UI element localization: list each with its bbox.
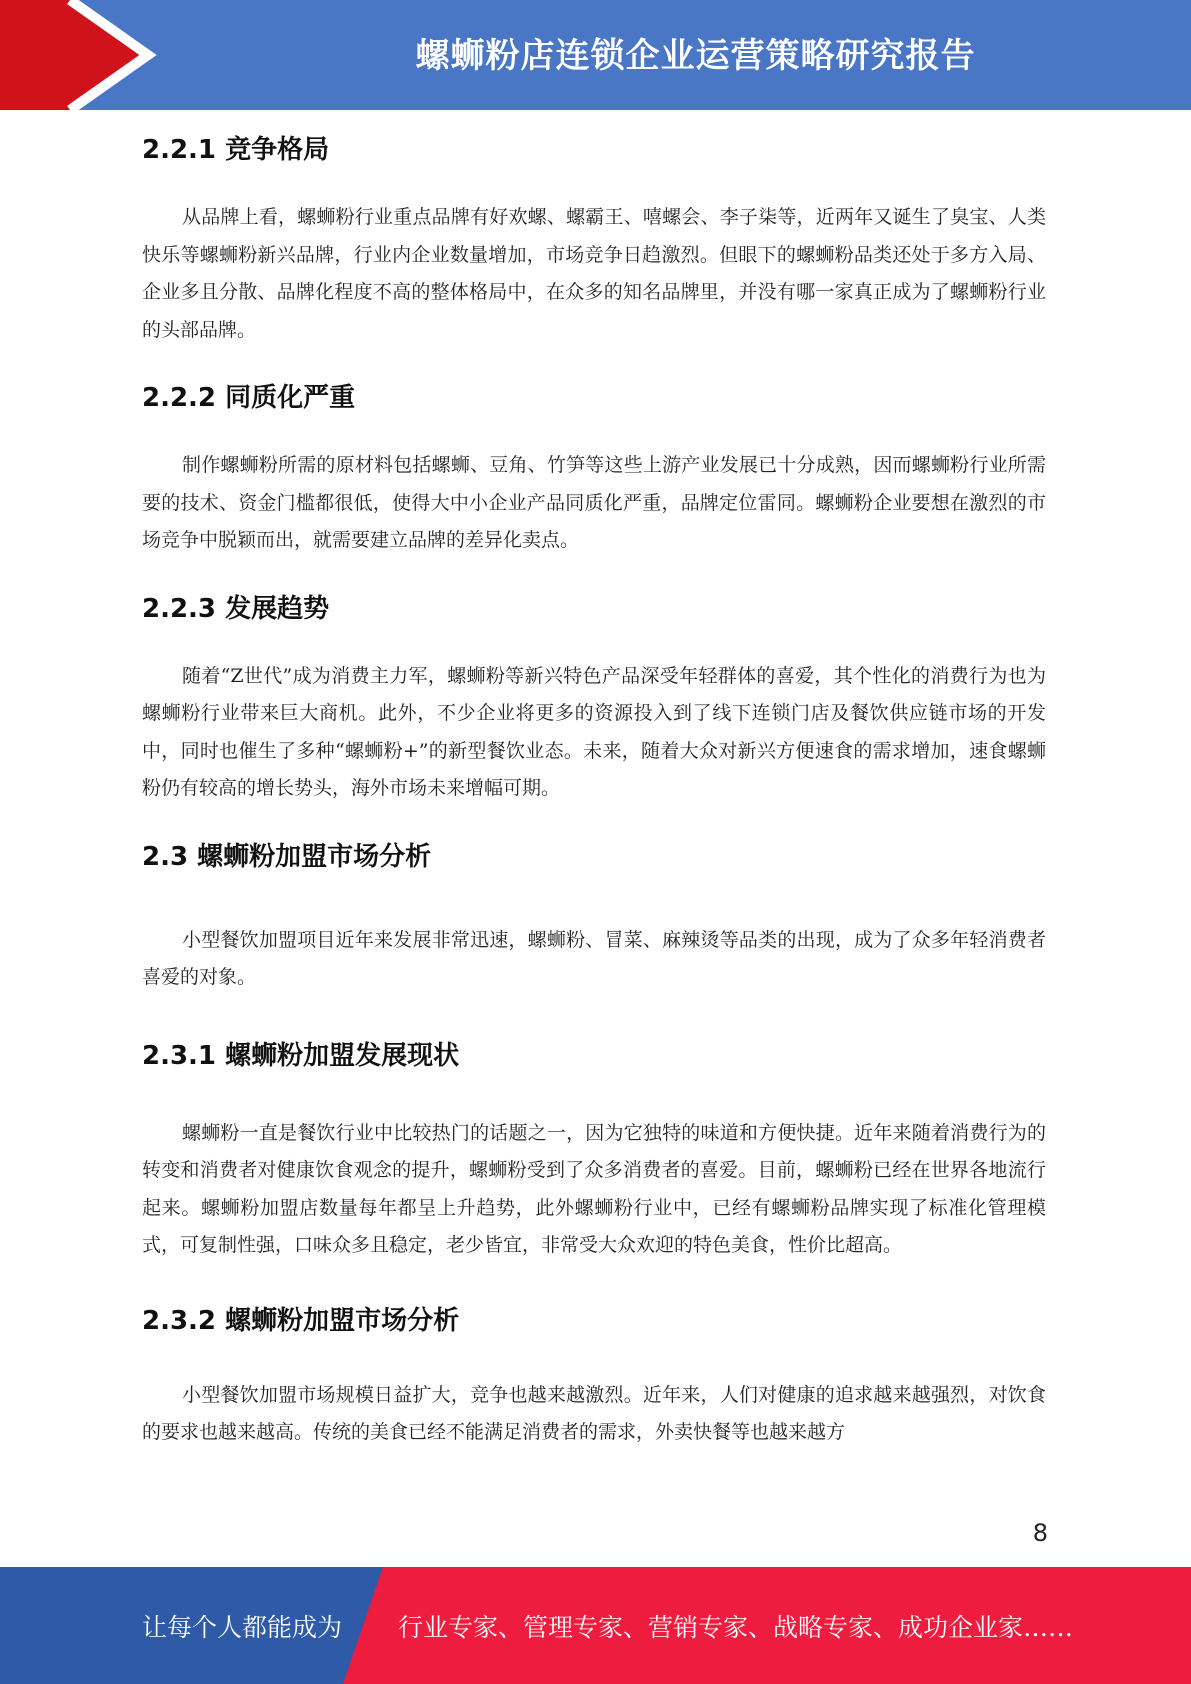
- section-heading: 2.2.3 发展趋势: [142, 593, 330, 624]
- section-paragraph: 小型餐饮加盟项目近年来发展非常迅速，螺蛳粉、冒菜、麻辣烫等品类的出现，成为了众多年轻消费者喜爱的对象。: [142, 928, 1046, 988]
- section-heading: 2.3.2 螺蛳粉加盟市场分析: [142, 1305, 460, 1336]
- document-body: [142, 118, 1046, 1452]
- section-heading: 2.2.1 竞争格局: [142, 135, 330, 165]
- section-paragraph: 小型餐饮加盟市场规模日益扩大，竞争也越来越激烈。近年来，人们对健康的追求越来越强烈，对饮食的要求也越来越高。传统的美食已经不能满足消费者的需求，外卖快餐等也越来越方: [142, 1383, 1046, 1443]
- section-heading: 2.2.2 同质化严重: [142, 383, 356, 413]
- section-paragraph: 随着“Z世代”成为消费主力军，螺蛳粉等新兴特色产品深受年轻群体的喜爱，其个性化的消费行为也为螺蛳粉行业带来巨大商机。此外，不少企业将更多的资源投入到了线下连锁门店及餐饮供应链市场的开发中，同时也催生了多种“螺蛳粉+”的新型餐饮业态。未来，随着大众对新兴方便速食的需求增加，速食螺蛳粉仍有较高的增长势头，海外市场未来增幅可期。: [142, 664, 1046, 799]
- footer-band: [0, 1567, 1191, 1684]
- section-heading: 2.3 螺蛳粉加盟市场分析: [142, 841, 432, 872]
- report-title: 螺蛳粉店连锁企业运营策略研究报告: [415, 35, 976, 76]
- section-paragraph: 螺蛳粉一直是餐饮行业中比较热门的话题之一，因为它独特的味道和方便快捷。近年来随着消费行为的转变和消费者对健康饮食观念的提升，螺蛳粉受到了众多消费者的喜爱。目前，螺蛳粉已经在世界各地流行起来。螺蛳粉加盟店数量每年都呈上升趋势，此外螺蛳粉行业中，已经有螺蛳粉品牌实现了标准化管理模式，可复制性强，口味众多且稳定，老少皆宜，非常受大众欢迎的特色美食，性价比超高。: [142, 1121, 1046, 1256]
- header-band: [0, 0, 1191, 110]
- section-paragraph: 从品牌上看，螺蛳粉行业重点品牌有好欢螺、螺霸王、嘻螺会、李子柒等，近两年又诞生了臭宝、人类快乐等螺蛳粉新兴品牌，行业内企业数量增加，市场竞争日趋激烈。但眼下的螺蛳粉品类还处于多方入局、企业多且分散、品牌化程度不高的整体格局中，在众多的知名品牌里，并没有哪一家真正成为了螺蛳粉行业的头部品牌。: [142, 206, 1046, 341]
- footer-slogan-left: 让每个人都能成为: [142, 1612, 343, 1642]
- footer-slogan-right: 行业专家、管理专家、营销专家、战略专家、成功企业家……: [398, 1612, 1074, 1642]
- section-paragraph: 制作螺蛳粉所需的原材料包括螺蛳、豆角、竹笋等这些上游产业发展已十分成熟，因而螺蛳粉行业所需要的技术、资金门槛都很低，使得大中小企业产品同质化严重，品牌定位雷同。螺蛳粉企业要想在激烈的市场竞争中脱颖而出，就需要建立品牌的差异化卖点。: [142, 454, 1046, 551]
- page-number: 8: [1032, 1519, 1048, 1547]
- section-heading: 2.3.1 螺蛳粉加盟发展现状: [142, 1040, 460, 1071]
